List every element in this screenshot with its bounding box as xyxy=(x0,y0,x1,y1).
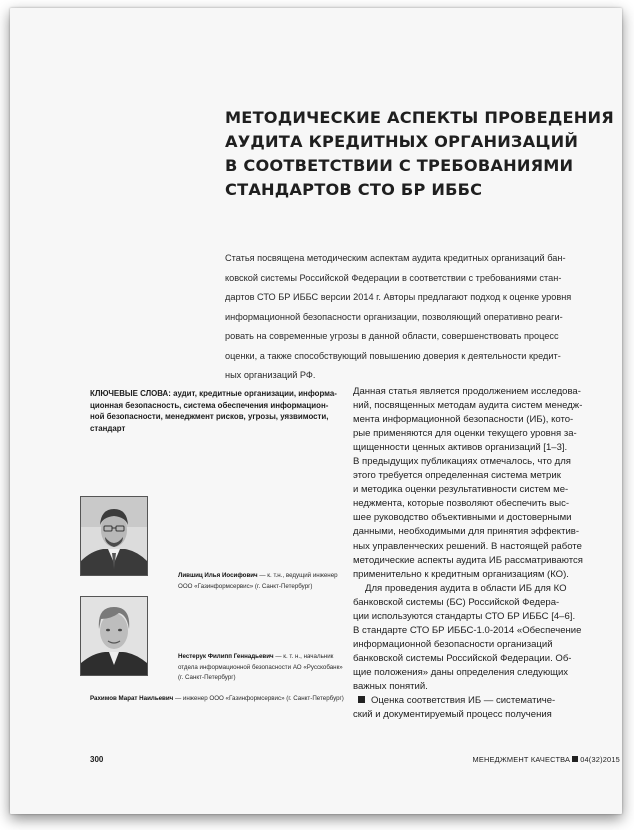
keywords-line: КЛЮЧЕВЫЕ СЛОВА: аудит, кредитные организации, информа- xyxy=(90,389,337,398)
abstract-line: информационной безопасности организации, позволяющий оперативно реаги- xyxy=(225,311,563,322)
body-line: банковской системы Российской Федерации. Об- xyxy=(353,652,572,664)
keywords-line: ной безопасности, менеджмент рисков, угрозы, уязвимости, xyxy=(90,412,329,422)
journal-name: МЕНЕДЖМЕНТ КАЧЕСТВА xyxy=(472,755,571,764)
author-details: — инженер ООО «Газинформсервис» (г. Санкт-Петербург) xyxy=(175,695,344,702)
abstract-line: ных организаций РФ. xyxy=(225,370,316,380)
author-info-nesteruk xyxy=(178,652,343,684)
body-line: Данная статья является продолжением исследова- xyxy=(353,386,581,397)
body-line: шее руководство объективными и достоверными xyxy=(353,512,572,524)
square-bullet-icon xyxy=(572,756,578,762)
body-line: В предыдущих публикациях отмечалось, что для xyxy=(353,456,571,468)
body-line: ний, посвященных методам аудита систем менедж- xyxy=(353,400,583,412)
title-line: В СООТВЕТСТВИИ С ТРЕБОВАНИЯМИ xyxy=(225,156,574,175)
body-line: применительно к кредитным организациям (КО). xyxy=(353,568,569,580)
body-line: ных управленческих решений. В настоящей работе xyxy=(353,540,582,552)
journal-footer xyxy=(450,755,620,764)
author-name: Лившиц Илья Иосифович xyxy=(178,572,258,579)
author-photo-nesteruk xyxy=(80,596,148,676)
body-line: ции используются стандарты СТО БР ИББС [4–6]. xyxy=(353,610,576,622)
title-line: МЕТОДИЧЕСКИЕ АСПЕКТЫ ПРОВЕДЕНИЯ xyxy=(225,108,614,127)
body-line: методические аспекты аудита ИБ рассматриваются xyxy=(353,554,583,566)
author-details: отдела информационной безопасности АО «Русскобанк» xyxy=(178,663,343,671)
page-number: 300 xyxy=(90,755,104,764)
keywords-block xyxy=(90,388,337,435)
title-line: АУДИТА КРЕДИТНЫХ ОРГАНИЗАЦИЙ xyxy=(225,132,579,151)
body-line: рые применяются для оценки текущего уровня за- xyxy=(353,428,577,440)
bullet-item-continuation xyxy=(353,708,613,722)
author-details: ООО «Газинформсервис» (г. Санкт-Петербург) xyxy=(178,582,313,590)
author-info-rakhimov xyxy=(90,694,350,704)
body-line: мента информационной безопасности (ИБ), кото- xyxy=(353,414,574,426)
keywords-line: ционная безопасность, система обеспечения информацион- xyxy=(90,400,329,410)
keywords-line: стандарт xyxy=(90,424,126,434)
abstract-line: Статья посвящена методическим аспектам аудита кредитных организаций бан- xyxy=(225,253,566,263)
author-name: Нестерук Филипп Геннадьевич xyxy=(178,653,274,660)
title-line: СТАНДАРТОВ СТО БР ИББС xyxy=(225,180,483,199)
body-line: щие положения» даны определения следующих xyxy=(353,666,569,678)
journal-page xyxy=(10,8,622,814)
body-line: Для проведения аудита в области ИБ для КО xyxy=(365,582,567,594)
abstract-line: ковской системы Российской Федерации в соответствии с требованиями стан- xyxy=(225,272,562,283)
abstract-line: ровать на современные угрозы в данной области, совершенствовать процесс xyxy=(225,331,559,341)
author-name: Рахимов Марат Наильевич xyxy=(90,695,174,702)
square-bullet-icon xyxy=(358,696,365,703)
body-line: и методика оценки результативности систем ме- xyxy=(353,484,569,496)
body-line: щищенности ценных активов организаций [1–3]. xyxy=(353,442,568,454)
bullet-item xyxy=(353,694,613,708)
author-info-livshits xyxy=(178,571,338,592)
author-details: — к. т. н., начальник xyxy=(275,653,334,660)
body-line: данными, необходимыми для принятия эффектив- xyxy=(353,526,580,538)
body-line: этого требуется определенная система метрик xyxy=(353,470,561,482)
body-line: информационной безопасности организаций xyxy=(353,638,553,650)
body-line: банковской системы (БС) Российской Федера- xyxy=(353,596,560,608)
body-line: В стандарте СТО БР ИББС-1.0-2014 «Обеспечение xyxy=(353,624,582,636)
bullet-text: ский и документируемый процесс получения xyxy=(353,709,552,721)
body-line: важных понятий. xyxy=(353,680,428,692)
bullet-text: Оценка соответствия ИБ — систематиче- xyxy=(371,695,556,707)
author-details: (г. Санкт-Петербург) xyxy=(178,674,236,681)
article-body xyxy=(353,385,613,722)
article-title xyxy=(225,106,614,202)
abstract-line: дартов СТО БР ИББС версии 2014 г. Авторы предлагают подход к оценке уровня xyxy=(225,292,572,302)
article-abstract xyxy=(225,249,615,386)
abstract-line: оценки, а также способствующий повышению доверия к деятельности кредит- xyxy=(225,350,561,361)
journal-issue: 04(32)2015 xyxy=(580,755,620,764)
author-details: — к. т.н., ведущий инженер xyxy=(259,572,338,579)
author-photo-livshits xyxy=(80,496,148,576)
body-line: неджмента, которые позволяют обеспечить выс- xyxy=(353,498,570,510)
